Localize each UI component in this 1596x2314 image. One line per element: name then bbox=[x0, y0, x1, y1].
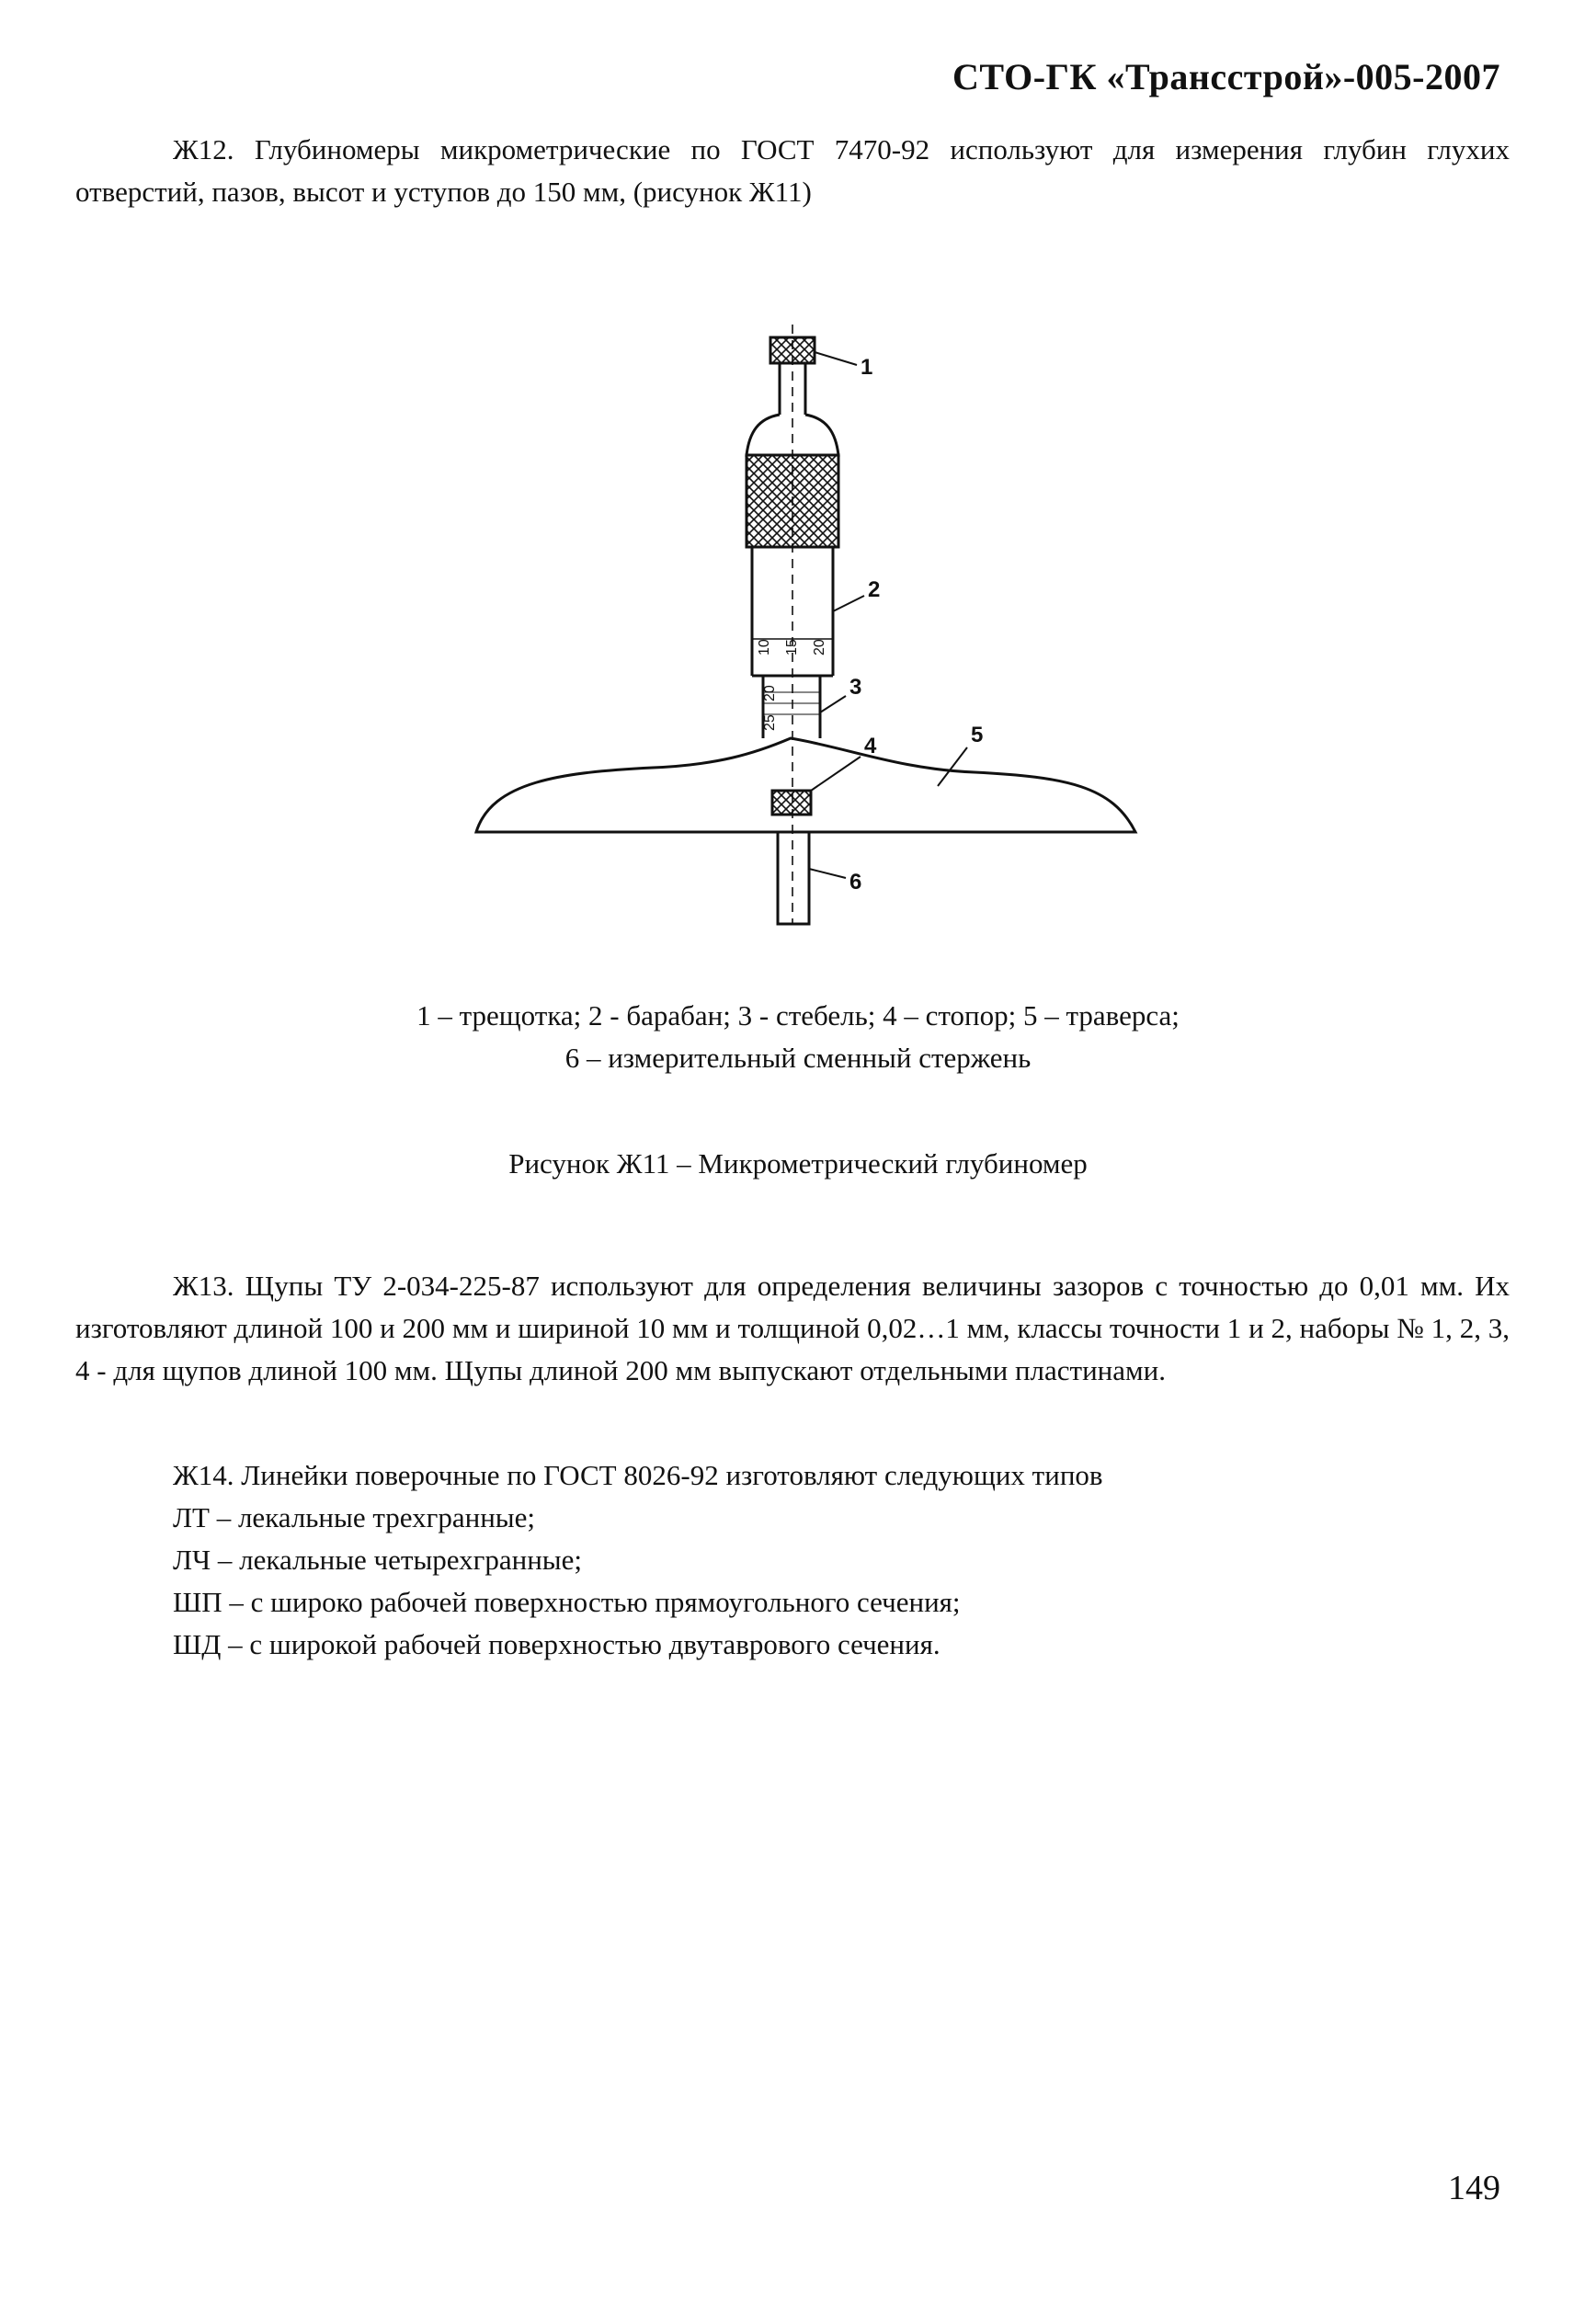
callout-4: 4 bbox=[864, 734, 877, 758]
micrometer-depth-gauge-figure bbox=[460, 317, 1158, 942]
lock-block bbox=[772, 791, 811, 815]
list-item-lch: ЛЧ – лекальные четырехгранные; bbox=[173, 1544, 582, 1576]
page-number: 149 bbox=[1448, 2169, 1500, 2207]
document-code-header: СТО-ГК «Трансстрой»-005-2007 bbox=[952, 56, 1500, 97]
paragraph-zh14-intro: Ж14. Линейки поверочные по ГОСТ 8026-92 изготовляют следующих типов bbox=[173, 1459, 1103, 1491]
figure-legend-line-2: 6 – измерительный сменный стержень bbox=[564, 1042, 1032, 1074]
list-item-shp: ШП – с широко рабочей поверхностью прямоугольного сечения; bbox=[173, 1586, 961, 1618]
callout-3: 3 bbox=[849, 675, 862, 700]
measuring-rod bbox=[778, 832, 809, 924]
list-item-shd: ШД – с широкой рабочей поверхностью двутаврового сечения. bbox=[173, 1628, 940, 1660]
figure-caption: Рисунок Ж11 – Микрометрический глубиномер bbox=[508, 1147, 1088, 1180]
paragraph-zh12: Ж12. Глубиномеры микрометрические по ГОСТ 7470-92 используют для измерения глубин глухих отверстий, пазов, высот и уступов до 150 мм, (рисунок Ж11) bbox=[75, 133, 1510, 208]
list-item-lt: ЛТ – лекальные трехгранные; bbox=[173, 1501, 535, 1533]
scale-mark-20b: 20 bbox=[762, 685, 778, 701]
figure-legend-line-1: 1 – трещотка; 2 - барабан; 3 - стебель; 4 – стопор; 5 – траверса; bbox=[416, 999, 1180, 1032]
scale-mark-10: 10 bbox=[757, 639, 772, 655]
depth-gauge-drawing bbox=[460, 317, 1158, 942]
callout-5: 5 bbox=[971, 723, 984, 747]
scale-mark-20: 20 bbox=[812, 639, 827, 655]
traverse-base bbox=[476, 738, 1135, 832]
callout-6: 6 bbox=[849, 870, 862, 895]
scale-mark-15: 15 bbox=[784, 639, 800, 655]
callout-2: 2 bbox=[868, 577, 881, 602]
callout-1: 1 bbox=[861, 355, 873, 380]
scale-mark-25: 25 bbox=[762, 714, 778, 731]
paragraph-zh13: Ж13. Щупы ТУ 2-034-225-87 используют для определения величины зазоров с точностью до 0,01 мм. Их изготовляют длиной 100 и 200 мм и шириной 10 мм и толщиной 0,02…1 мм, классы точности 1 и 2, наборы № 1, 2, 3, 4 - для щупов длиной 100 мм. Щупы длиной 200 мм выпускают отдельными пластинами. bbox=[75, 1270, 1510, 1386]
